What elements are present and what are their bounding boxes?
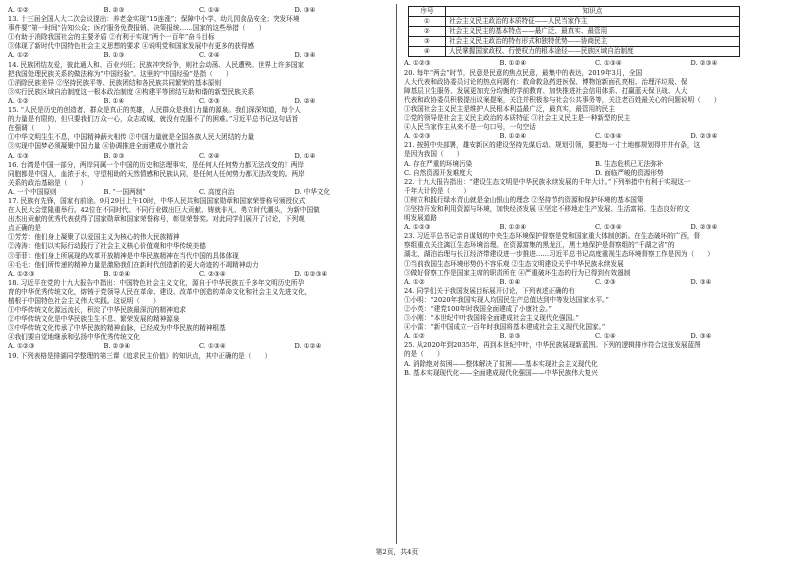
table-header-cell: 序号 [409,7,446,17]
question-line: ②涛涛：他们以实际行动践行了社会主义核心价值观和中华传统美德 [8,242,206,251]
answer-option: D. 中华文化 [294,187,331,196]
question-line: 22. 十九大报告指出：“建设生态文明是中华民族永续发展的千年大计。”下列举措中有利于实现这一 [404,177,691,186]
right-column [404,6,786,378]
question-line: ③中华传统文化传承了中华民族的精神血脉，已经成为中华民族的精神根基 [8,324,226,333]
answer-option: B. ①②④ [103,269,131,278]
answer-option: D. ①②③④ [294,269,328,278]
question-line: 25. 从2020年到2035年，再到本世纪中叶，中华民族展现新蓝图。下列的逻辑排序符合这张发展蓝图 [404,341,701,350]
answer-options [404,278,786,287]
question-line: 代表和政协委员积极提出议案提案，关注并积极参与社会公共事务等，关注老百姓最关心的问题说明（ ） [404,95,721,104]
answer-options [404,132,786,141]
question-line: ③实行民族区域自治制度这一根本政治制度 ④构建平等团结互助和谐的新型民族关系 [8,87,255,96]
answer-options [404,332,786,341]
table-cell: ① [409,17,446,27]
answer-option: C. ①③④ [595,59,622,68]
table-row [409,47,740,57]
answer-option: B. ①②④ [499,223,527,232]
question-line: 是因为我国（ ） [404,150,464,159]
answer-options [404,160,786,169]
question-line: 点正确的是 [8,224,41,233]
answer-options [404,59,786,68]
answer-option: B. ①②④ [499,132,527,141]
question-line: 事件要“第一时间”告知公众；医疗服务免费报销、决策报统……国家的这些举措（ ） [8,24,266,33]
question-line: ①消除民族差异 ②坚持民族平等、民族团结和各民族共同繁荣的基本原则 [8,78,222,87]
answer-option: A. ①②③ [404,59,431,68]
answer-options [8,152,390,161]
answer-options [8,6,390,15]
question-line: ④我们要自觉地继承和弘扬中华优秀传统文化 [8,333,140,342]
knowledge-table [408,6,740,57]
answer-option: C. ①③④ [595,132,622,141]
answer-option: A. ①②③ [404,223,431,232]
table-cell: 社会主义民主政治的本质特征——人民当家作主 [446,17,740,27]
answer-option: D. ③④ [690,277,712,286]
answer-option: B. ②③ [103,6,125,14]
answer-option: B. ②③④ [103,342,131,351]
question-line: ①中华传统文化源远流长，积淀了中华民族最深沉的精神追求 [8,306,187,315]
table-cell: 社会主义民主政治的特有形式和独特优势——协商民主 [446,37,740,47]
answer-option: C. ①③④ [199,342,226,351]
question-line: 湖北，湖泊治理与长江经济带建设进一步推进……习近平总书记高度重视生态环境督察工作是因为（ ） [404,250,714,259]
question-line: ②小英：“建党100年时我国全面建成了小康社会。” [404,305,552,313]
column-divider [396,4,397,544]
question-line: ②党的领导是社会主义民主政治的本质特征 ③社会主义民主是一种新型的民主 [404,114,631,123]
answer-option: D. ②③④ [690,132,718,141]
question-line: 障基层卫生服务、发展更加充分均衡的学前教育、加快推进社会信用体系、打赢蓝天保卫战、人大 [404,86,688,95]
table-cell: ③ [409,37,446,47]
answer-option: C. ②③ [595,277,616,286]
answer-option: B. “一国两制” [103,187,146,196]
question-line: 植根于中国特色社会主义伟大实践。这说明（ ） [8,297,160,305]
table-header-cell: 知识点 [446,7,740,17]
answer-option: C. ②③④ [199,269,226,278]
question-line: ④毛毛：他们所传递的精神力量是激励我们在新时代创造新的更大奇迹的不竭精神动力 [8,260,259,269]
question-line: 15. “人民是历史的创造者，群众是真正的英雄，人民群众是我们力量的源泉。我们深深知道，每个人 [8,106,301,115]
answer-option: D. 面临严峻的资源形势 [595,168,664,177]
question-line: 在人民大会堂隆重举行。42位在不同时代、不同行业做出巨大贡献、铸就非凡、勇立时代潮头，为新中国做 [8,206,320,215]
answer-options [8,342,390,351]
question-line: ①小明：“2020年我国实现人均国民生产总值达到中等发达国家水平。” [404,295,609,304]
left-column [8,6,390,361]
answer-option: A. ①② [404,332,425,341]
answer-option: B. ①②④ [499,59,527,68]
question-line: 的是（ ） [404,350,444,359]
question-line: ③实现中国梦必须凝聚中国力量 ④协调推进全面建成小康社会 [8,142,189,151]
question-line: 13. 十三届全国人大二次会议提出：养老金实现“15连涨”；保障中小学、幼儿园食品安全；突发环境 [8,15,300,24]
question-line: ③体现了新时代中国特色社会主义思想的要求 ④说明党和国家发展中有更多的获得感 [8,42,255,51]
answer-option: D. ②④ [294,96,316,105]
answer-option: C. ②③ [199,96,220,105]
table-cell: ④ [409,47,446,57]
answer-option: B. ②③ [103,151,125,160]
answer-option: C. 高度自治 [199,187,235,196]
question-line: ①芳芳：他们身上凝聚了以爱国主义为核心的伟大民族精神 [8,233,180,242]
answer-option: A. 一个中国原则 [8,187,57,196]
answer-option: B. ①③ [103,51,125,60]
answer-options [8,188,390,197]
table-row [409,17,740,27]
answer-option: B. ②③ [499,332,521,341]
question-line: 21. 按照中央部署，雄安新区的建设坚持先谋后动、规划引领，要把每一寸土地都规划得井井有条，这 [404,141,701,150]
answer-option: D. ①②④ [294,342,322,351]
question-line: ③小刚：“本世纪中叶我国将全面建成社会主义现代化强国。” [404,314,579,323]
question-line: 18. 习近平在党的十九大报告中指出：中国特色社会主义文化，源自于中华民族五千多年文明历史所孕 [8,278,305,287]
answer-options [8,97,390,106]
question-line: ①中华文明生生不息，中国精神薪火相传 ②中国力量就是全国各族人民大团结的力量 [8,133,255,142]
answer-option: B. ①④ [499,277,521,286]
question-line: 17. 民族有先锋，国家有前途。9月29日上午10时，中华人民共和国国家勋章和国家荣誉称号颁授仪式 [8,196,306,205]
table-row [409,37,740,47]
question-line: 19. 下列表格是排湖同学整理的第三课《追求民主价值》的知识点，其中正确的是（ ） [8,351,272,360]
answer-option: A. ①② [8,51,29,60]
answer-options [8,51,390,60]
answer-option: D. ①④ [294,151,316,160]
question-line: 察组重点关注漓江生态环境治理。在资源富集的黑龙江，黑土地保护是督察组的“千湖之省”的 [404,241,675,250]
page-footer: 第2页，共4页 [375,548,419,556]
answer-options [8,270,390,279]
table-cell: 人民掌握国家政权、行使权力的根本途径——民族区域自治制度 [446,47,740,57]
answer-option: D. ②③④ [690,223,718,232]
answer-option: D. ②③④ [690,59,718,68]
table-cell: ② [409,27,446,37]
question-line: 关系的政治基础是（ ） [8,178,88,187]
question-line: ④人民当家作主从来不是一句口号，一句空话 [404,123,536,132]
question-line: ③做好督察工作是国家主席的职责所在 ④严重破坏生态的行为已得到有效遏制 [404,268,631,277]
question-line: 把我国处理民族关系的做法称为“中国经验”。这里的“中国经验”是指（ ） [8,69,233,78]
answer-option: D. ③④ [690,332,712,341]
question-line: ③坚持开发和利用资源与环境，加快经济发展 ④坚定不移地走生产发展、生活富裕、生态良好的文 [404,204,690,213]
answer-option: A. ①②③ [8,269,35,278]
question-line: 24. 同学们关于我国发展目标展开讨论，下列表述正确的有 [404,286,575,295]
question-line: B. 基本实现现代化——全面建成现代化强国——中华民族伟大复兴 [404,368,598,377]
question-line: 14. 民族团结友爱，彼此通人和、百业兴旺；民族冲突纷争，则社会动荡、人民遭殃。世界上许多国家 [8,60,305,69]
answer-option: C. ②④ [199,151,220,160]
table-cell: 社会主义民主的基本特点——最广泛、最真实、最管用 [446,27,740,37]
answer-option: C. ①④ [199,6,220,14]
question-line: ①我国社会主义民主是维护人民根本利益最广泛，最真实，最管用的民主 [404,104,615,113]
question-line: 的力量是有限的，但只要我们万众一心，众志成城，就没有克服不了的困难。”习近平总书记这句话旨 [8,115,299,124]
question-line: 明发展道路 [404,214,437,223]
question-line: 出杰出贡献的优秀代表获得了国家勋章和国家荣誉称号，彰显荣誉奖。对此同学们展开了讨论，下列观 [8,215,305,224]
question-line: A. 消除绝对贫困——整体解决了贫困——基本实现社会主义现代化 [404,359,598,368]
answer-option: D. ③④ [294,6,316,14]
answer-option: C. ①③④ [595,223,622,232]
question-line: ③菲菲：他们身上所展现的改革开放精神是中华民族精神在当代中国的具体体现 [8,251,239,260]
question-line: 23. 习近平总书记亲自谋划的中央生态环境保护督察是党和国家重大体制创新。在生态破坏的广西，督 [404,232,701,241]
answer-options [404,169,786,178]
answer-option: B. ①④ [103,96,125,105]
question-line: ①树立和践行绿水青山就是金山银山的理念 ②坚持节约资源和保护环境的基本国策 [404,195,644,204]
answer-option: A. 存在严重的环境污染 [404,159,473,168]
answer-option: C. ①④ [595,332,616,341]
answer-option: C. ②④ [199,51,220,60]
question-line: 在强调（ ） [8,124,55,133]
question-line: ④小雷：“新中国成立一百年时我国将基本建成社会主义现代化国家。” [404,323,606,332]
question-line: ①当前我国生态环境形势仍不容乐观 ②生态文明建设关乎中华民族永续发展 [404,259,624,268]
answer-option: A. ①②③ [8,342,35,351]
question-line: 人大代表和政协委员讨论的热点问题有：救命救急药进医保、博物馆新面孔亮相、治理洋垃圾、保 [404,77,688,86]
question-line: 育的中华优秀传统文化，熔铸于党领导人民在革命、建设、改革中创造的革命文化和社会主义先进文化， [8,287,312,296]
question-line: ②中华传统文化是中华民族生生不息、繁荣发展的精神源泉 [8,315,180,324]
answer-option: B. 生态危机已无法弥补 [595,159,664,168]
table-row [409,27,740,37]
answer-option: A. ①③ [8,151,29,160]
answer-option: A. ①② [8,96,29,105]
answer-option: A. ①②③ [404,132,431,141]
answer-option: A. ①② [404,277,425,286]
answer-option: A. ①② [8,6,29,14]
question-line: 同胞都是中国人，血浓于水，守望相助的天然情感和民族认同，是任何人任何势力都无法改变的。两岸 [8,169,305,178]
question-line: 千年大计的是（ ） [404,186,470,195]
answer-options [404,223,786,232]
table-header-row [409,7,740,17]
question-line: ①有助于消除我国社会的主要矛盾 ②有利于实现“两个一百年”奋斗目标 [8,33,215,42]
answer-option: D. ③④ [294,51,316,60]
answer-option: C. 自然资源开发难度大 [404,168,473,177]
question-line: 16. 台湾是中国一部分，两岸同属一个中国的历史和法理事实，是任何人任何势力都无法改变的！两岸 [8,160,305,169]
question-line: 20. 每年“两会”时节，民意是民意的焦点民意，最集中的表达，2019年3月，全国 [404,68,643,77]
